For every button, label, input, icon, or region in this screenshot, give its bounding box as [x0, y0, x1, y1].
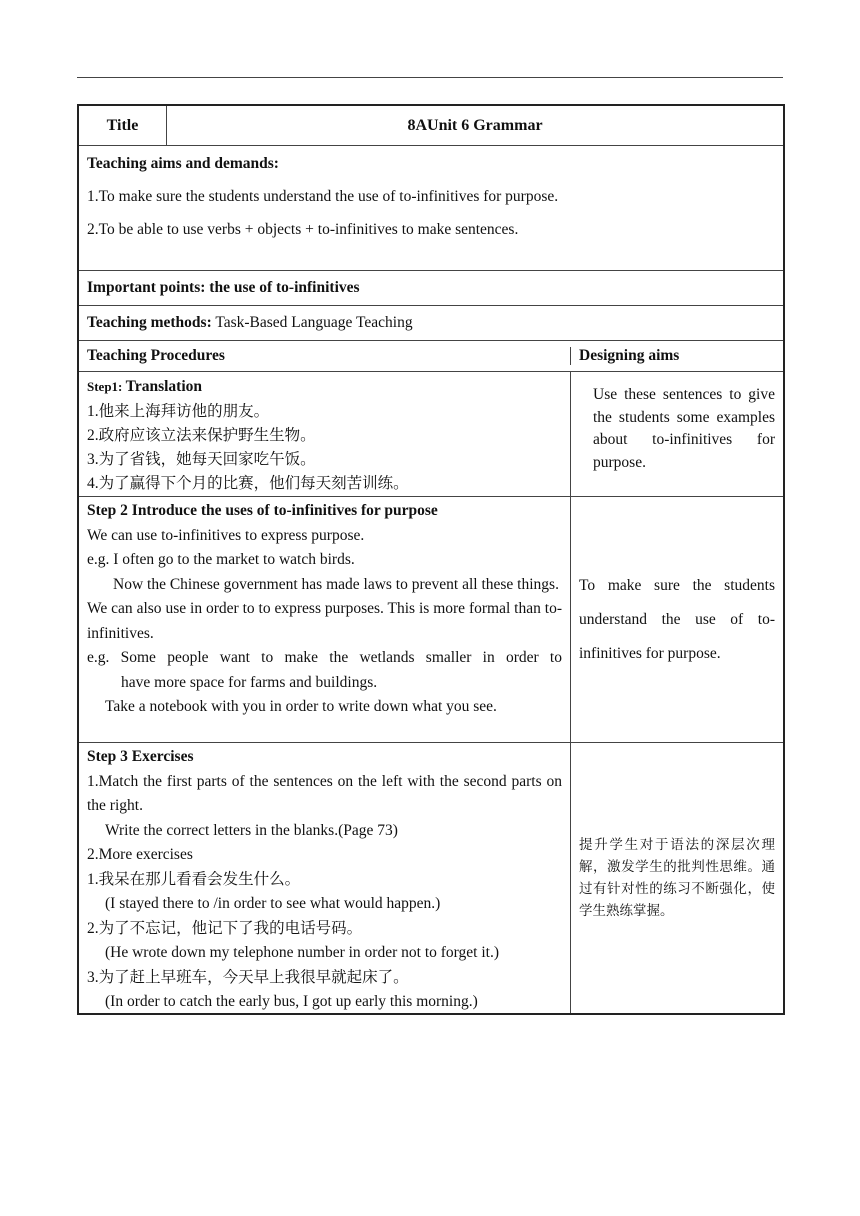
step1-prefix: Step1: — [87, 379, 126, 394]
step2-line: e.g. Some people want to make the wetlands smaller in order to — [87, 649, 562, 666]
important-points-row — [79, 271, 783, 306]
step2-line: have more space for farms and buildings. — [121, 673, 378, 691]
header-rule — [77, 77, 783, 78]
step3-line: 2.为了不忘记，他记下了我的电话号码。 — [87, 919, 363, 937]
teaching-aims-heading: Teaching aims and demands: — [87, 155, 279, 172]
step1-sentence: 1.他来上海拜访他的朋友。 — [87, 402, 270, 420]
procedures-header-row — [79, 341, 783, 372]
teaching-aim-item: 2.To be able to use verbs + objects + to-infinitives to make sentences. — [87, 221, 519, 238]
step1-content — [79, 372, 571, 496]
designing-aims-header: Designing aims — [579, 347, 680, 364]
teaching-procedures-header: Teaching Procedures — [79, 347, 571, 365]
teaching-aims-row — [79, 146, 783, 271]
title-label: Title — [79, 106, 167, 145]
step3-line: 1.Match the first parts of the sentences on the left with the second parts on the right. — [87, 772, 562, 814]
important-points: Important points: the use of to-infinitives — [87, 279, 360, 296]
step2-line: We can use to-infinitives to express purpose. — [87, 526, 365, 544]
step3-line: 2.More exercises — [87, 846, 193, 863]
step3-aim — [571, 743, 783, 1013]
step2-aim-text: To make sure the students understand the use of to-infinitives for purpose. — [579, 576, 775, 662]
step3-line: (In order to catch the early bus, I got up early this morning.) — [105, 993, 478, 1010]
step1-title: Translation — [125, 378, 203, 395]
step3-row — [79, 743, 783, 1013]
title-row — [79, 106, 783, 146]
step3-line: (He wrote down my telephone number in order not to forget it.) — [105, 944, 500, 961]
step3-line: 3.为了赶上早班车，今天早上我很早就起床了。 — [87, 968, 409, 986]
step2-content — [79, 497, 571, 742]
step1-sentence: 3.为了省钱，她每天回家吃午饭。 — [87, 450, 316, 468]
step1-aim-text: Use these sentences to give the students some examples about to-infinitives for purpose. — [593, 386, 775, 471]
step2-aim — [571, 497, 783, 742]
step3-line: 1.我呆在那儿看看会发生什么。 — [87, 870, 301, 888]
lesson-plan-table — [77, 104, 785, 1015]
step1-row — [79, 372, 783, 497]
teaching-methods — [79, 314, 783, 332]
teaching-methods-row — [79, 306, 783, 341]
step2-title: Step 2 Introduce the uses of to-infinitives for purpose — [87, 502, 438, 519]
step1-sentence: 4.为了赢得下个月的比赛，他们每天刻苦训练。 — [87, 474, 409, 492]
teaching-aims-cell — [79, 146, 783, 270]
step2-line: We can also use in order to to express purposes. This is more formal than to-infinitives. — [87, 600, 562, 642]
step2-line: e.g. I often go to the market to watch birds. — [87, 551, 355, 568]
step1-aim — [571, 372, 783, 496]
step1-sentence: 2.政府应该立法来保护野生生物。 — [87, 426, 316, 444]
step3-title: Step 3 Exercises — [87, 748, 194, 765]
step2-line: Now the Chinese government has made laws to prevent all these things. — [113, 575, 559, 593]
step3-line: Write the correct letters in the blanks.(Page 73) — [105, 821, 398, 839]
lesson-title: 8AUnit 6 Grammar — [407, 116, 543, 134]
step3-content — [79, 743, 571, 1013]
step3-line: (I stayed there to /in order to see what would happen.) — [105, 895, 441, 912]
step3-aim-text: 提升学生对于语法的深层次理解，激发学生的批判性思维。通过有针对性的练习不断强化，使学生熟练掌握。 — [579, 837, 775, 919]
step2-line: Take a notebook with you in order to write down what you see. — [105, 698, 497, 715]
teaching-methods-label: Teaching methods: — [87, 314, 212, 331]
teaching-methods-value: Task-Based Language Teaching — [211, 314, 413, 331]
step2-row — [79, 497, 783, 743]
teaching-aim-item: 1.To make sure the students understand the use of to-infinitives for purpose. — [87, 188, 559, 205]
